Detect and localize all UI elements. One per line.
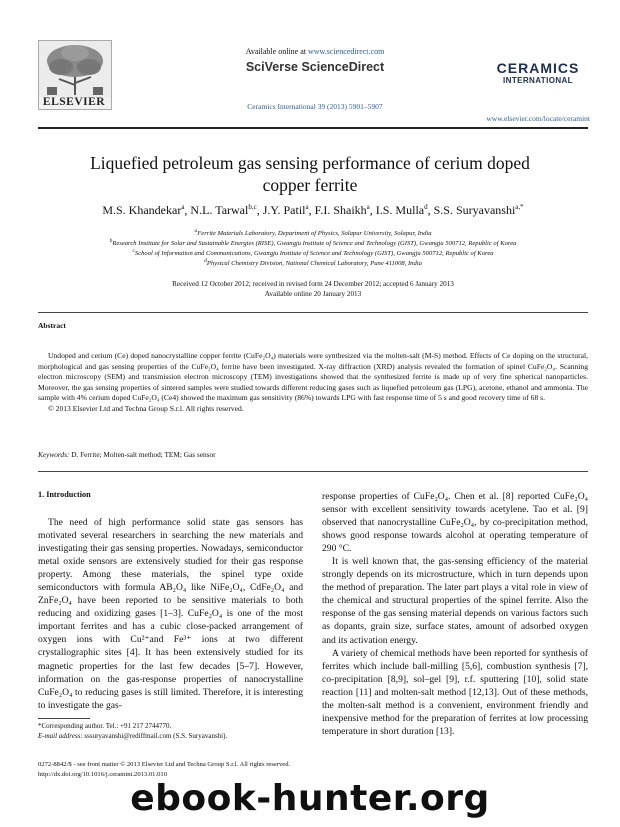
sciencedirect-link[interactable]: www.sciencedirect.com [307, 47, 385, 56]
received-dates: Received 12 October 2012; received in revised form 24 December 2012; accepted 6 January 2013 [172, 280, 454, 288]
online-date: Available online 20 January 2013 [264, 290, 362, 298]
affiliation: $^d$Physical Chemistry Division, National Chemical Laboratory, Pune 411008, India [204, 258, 422, 268]
journal-url-link[interactable]: www.elsevier.com/locate/ceramint [486, 114, 590, 123]
author[interactable]: F.I. Shaikh$^a$, [314, 203, 376, 217]
footnote-divider [38, 718, 90, 719]
body-paragraph: It is well known that, the gas-sensing efficiency of the material strongly depends on its microstructure, which in turn depends upon the method of preparation. The later part plays a vital role in view of the chemical and structural properties of the spinel ferrite. Also the response of the gas sensing material depends on various factors such as dopants, grain size, surface states, amount of adsorbed oxygen and its activation energy. [322, 556, 588, 646]
author[interactable]: J.Y. Patil$^a$, [262, 203, 315, 217]
body-column-right [322, 490, 588, 738]
author-list [38, 203, 588, 218]
keywords-list: D. Ferrite; Molten-salt method; TEM; Gas sensor [71, 450, 216, 459]
body-column-left [38, 516, 303, 712]
journal-logo-line1: CERAMICS [496, 60, 580, 76]
abstract-heading: Abstract [38, 321, 66, 330]
author[interactable]: I.S. Mulla$^d$, [375, 203, 434, 217]
email-line [38, 732, 303, 742]
watermark: ebook-hunter.org [130, 778, 490, 819]
abstract-text: Undoped and cerium (Ce) doped nanocrystalline copper ferrite (CuFe₂O₄) materials were synthesized via the molten-salt (M-S) method. Effects of Ce doping on the structural, morphological and gas sensing properties of the CuFe₂O₄ ferrite have been investigated. X-ray diffraction (XRD) analysis revealed the formation of spinel CuFe₂O₄. Scanning electron microscopy (SEM) and transmission electron microscopy (TEM) investigations showed that the synthesized ferrite is made up of very fine spherical nanoparticles. Moreover, the gas sensing properties of sintered samples were studied towards different reducing gases such as liquefied petroleum gas (LPG), acetone, ethanol and ammonia. The sample with 4% cerium doped CuFe₂O₄ (Ce4) showed the maximum gas sensitivity (86%) towards LPG with fast response time of 5 s and good recovery time of 68 s. [38, 351, 588, 403]
abstract-body [38, 351, 588, 415]
header-divider [38, 127, 588, 129]
keywords-label: Keywords: [38, 450, 70, 459]
author[interactable]: S.S. Suryavanshi$^{a,*}$ [433, 203, 524, 217]
article-title [60, 152, 560, 196]
title-line-1: Liquefied petroleum gas sensing performance of cerium doped [90, 153, 530, 173]
email-label: E-mail address: [38, 731, 83, 740]
body-paragraph: response properties of CuFe₂O₄. Chen et al. [8] reported CuFe₂O₄ sensor with excellent sensitivity towards acetylene. Tao et al. [9] observed that nanocrystalline CuFe₂O₄, by co-precipitation method, shows good response towards alcohol at operating temperature of 290 °C. [322, 491, 588, 555]
platform-name: SciVerse ScienceDirect [245, 60, 385, 74]
journal-logo [488, 60, 588, 85]
affiliation: $^b$Research Institute for Solar and Sustainable Energies (RISE), Gwangju Institute of Science and Technology (GIST), Gwangju 500712, Republic of Korea [109, 238, 517, 248]
email-link[interactable]: sssuryavanshi@rediffmail.com (S.S. Suryavanshi). [84, 731, 228, 740]
abstract-copyright: © 2013 Elsevier Ltd and Techna Group S.r.l. All rights reserved. [48, 403, 244, 413]
abstract-divider [38, 312, 588, 313]
article-dates [38, 279, 588, 299]
body-paragraph: The need of high performance solid state gas sensors has motivated several researchers in searching the new materials and investigating their gas sensing properties. Nowadays, semiconductor metal oxide sensors are extensively studied for their gas response property. Among these materials, the spinel type oxide semiconductors with formula AB₂O₄ like NiFe₂O₄, CdFe₂O₄ and ZnFe₂O₄ have been reported to be sensitive materials to both reducing and oxidizing gases [1–3]. CuFe₂O₄ is one of the most important ferrites and has a cubic close-packed arrangement of oxygen ions with Cu²⁺and Fe³⁺ ions at two different crystallographic sites [4]. It has been extensively studied for its magnetic properties for the last few decades [5–7]. However, information on the gas-response properties of nanocrystalline CuFe₂O₄ to reducing gases is still limited. Therefore, it is interesting to investigate the gas- [38, 517, 303, 711]
section-heading: 1. Introduction [38, 490, 91, 499]
footnote [38, 722, 303, 741]
bottom-metadata [38, 760, 598, 779]
keywords-line [38, 450, 588, 459]
author[interactable]: N.L. Tarwal$^{b,c}$, [190, 203, 263, 217]
available-online-line [200, 47, 430, 56]
affiliation: $^a$Ferrite Materials Laboratory, Department of Physics, Solapur University, Solapur, India [194, 228, 432, 238]
author[interactable]: M.S. Khandekar$^a$, [102, 203, 191, 217]
issn-line: 0272-8842/$ - see front matter © 2013 Elsevier Ltd and Techna Group S.r.l. All rights reserved. [38, 761, 291, 768]
title-line-2: copper ferrite [262, 175, 358, 195]
doi-link[interactable]: http://dx.doi.org/10.1016/j.ceramint.2013.01.010 [38, 770, 167, 778]
keywords-divider [38, 471, 588, 472]
publisher-name: ELSEVIER [42, 96, 106, 108]
affiliation: $^c$School of Information and Communications, Gwangju Institute of Science and Technology (GIST), Gwangju 500712, Republic of Korea [132, 248, 494, 258]
journal-logo-line2: INTERNATIONAL [503, 76, 573, 85]
body-paragraph: A variety of chemical methods have been reported for synthesis of ferrites which include ball-milling [5,6], combustion synthesis [7], co-precipitation [8,9], sol–gel [9], r.f. sputtering [10], solid state reaction [11] and molten-salt method [12,13]. Out of these methods, the molten-salt method is a convenient, environment friendly and inexpensive method for the preparation of ferrites at low processing temperature in short duration [13]. [322, 647, 588, 737]
journal-reference[interactable]: Ceramics International 39 (2013) 5901–5907 [247, 102, 383, 111]
available-label: Available online at [245, 47, 306, 56]
corresponding-author: *Corresponding author. Tel.: +91 217 2744770. [38, 722, 172, 730]
